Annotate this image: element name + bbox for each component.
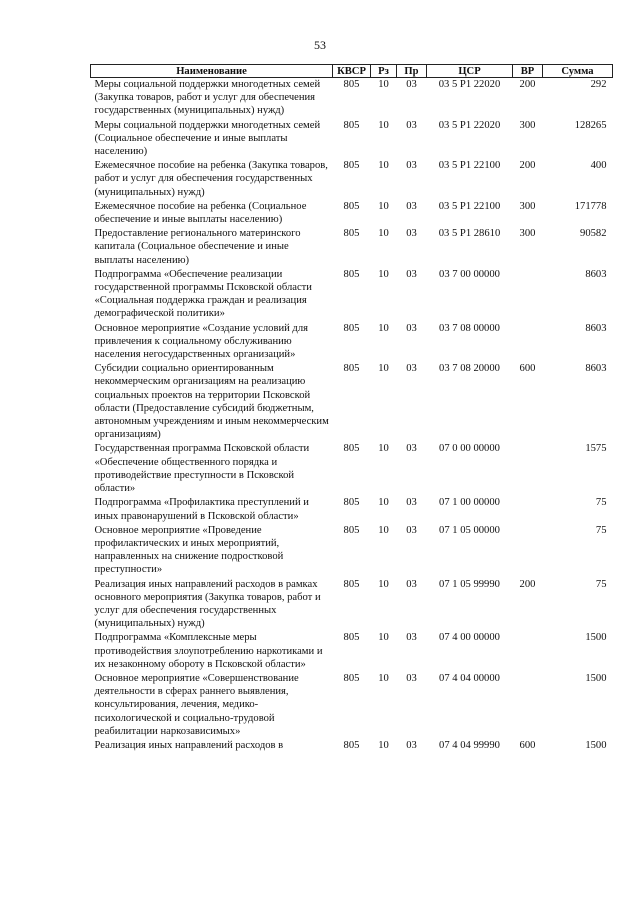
header-pr: Пр (397, 65, 427, 78)
cell-vr: 300 (519, 200, 536, 212)
header-csr: ЦСР (427, 65, 513, 78)
cell-vr: 200 (519, 160, 536, 172)
cell-vr (513, 442, 543, 496)
cell-rz: 10 (378, 268, 389, 280)
table-body (91, 78, 613, 754)
cell-vr (513, 524, 543, 578)
cell-csr: 03 5 P1 28610 (438, 228, 501, 240)
cell-vr (513, 268, 543, 322)
cell-csr: 03 7 08 00000 (439, 322, 500, 334)
cell-csr: 03 7 08 20000 (439, 363, 500, 375)
cell-kvsr: 805 (343, 363, 360, 375)
cell-sum: 90582 (580, 228, 607, 240)
cell-vr: 300 (519, 228, 536, 240)
table-row (91, 227, 613, 268)
cell-rz: 10 (378, 578, 389, 590)
cell-rz: 10 (378, 632, 389, 644)
cell-kvsr: 805 (343, 443, 360, 455)
cell-sum: 1500 (585, 739, 607, 751)
cell-kvsr: 805 (343, 200, 360, 212)
cell-vr (513, 672, 543, 739)
cell-pr: 03 (406, 443, 417, 455)
cell-csr: 07 0 00 00000 (439, 443, 500, 455)
header-name: Наименование (91, 65, 333, 78)
cell-pr: 03 (406, 739, 417, 751)
cell-pr: 03 (406, 79, 417, 90)
cell-pr: 03 (406, 200, 417, 212)
cell-kvsr: 805 (343, 79, 360, 90)
cell-rz: 10 (378, 443, 389, 455)
cell-sum: 292 (590, 79, 607, 90)
cell-name: Меры социальной поддержки многодетных семей (Социальное обеспечение и иные выплаты населению) (94, 119, 321, 158)
cell-csr: 07 1 05 99990 (439, 578, 500, 590)
cell-name: Субсидии социально ориентированным некоммерческим организациям на реализацию социальных проектов на территории Псковской области (Предоставление субсидий бюджетным, автономным учреждениям и иным некоммерческим организациям) (94, 363, 329, 441)
table-row (91, 739, 613, 753)
table-row (91, 362, 613, 442)
cell-pr: 03 (406, 497, 417, 509)
cell-pr: 03 (406, 160, 417, 172)
cell-name: Основное мероприятие «Создание условий для привлечения к социальному обслуживанию населения негосударственных организаций» (94, 322, 308, 361)
cell-kvsr: 805 (343, 672, 360, 684)
cell-csr: 07 4 04 00000 (439, 672, 500, 684)
cell-kvsr: 805 (343, 268, 360, 280)
table-row (91, 578, 613, 632)
cell-rz: 10 (378, 119, 389, 131)
cell-kvsr: 805 (343, 524, 360, 536)
cell-rz: 10 (378, 739, 389, 751)
cell-rz: 10 (378, 322, 389, 334)
cell-pr: 03 (406, 322, 417, 334)
cell-pr: 03 (406, 672, 417, 684)
cell-vr: 200 (519, 79, 536, 90)
table-row (91, 496, 613, 523)
cell-name: Подпрограмма «Комплексные меры противодействия злоупотреблению наркотиками и их незаконному обороту в Псковской области» (94, 632, 323, 670)
table-row (91, 672, 613, 739)
table-row (91, 322, 613, 363)
cell-name: Ежемесячное пособие на ребенка (Социальное обеспечение и иные выплаты населению) (94, 200, 307, 226)
cell-vr: 600 (519, 739, 536, 751)
cell-pr: 03 (406, 578, 417, 590)
cell-csr: 07 1 00 00000 (439, 497, 500, 509)
cell-csr: 03 5 P1 22020 (438, 79, 501, 90)
table-header-row (91, 65, 613, 78)
cell-kvsr: 805 (343, 497, 360, 509)
cell-pr: 03 (406, 524, 417, 536)
cell-csr: 07 1 05 00000 (439, 524, 500, 536)
cell-rz: 10 (378, 79, 389, 90)
cell-kvsr: 805 (343, 578, 360, 590)
cell-csr: 07 4 04 99990 (439, 739, 500, 751)
cell-csr: 03 7 00 00000 (439, 268, 500, 280)
cell-name: Реализация иных направлений расходов в рамках основного мероприятия (Закупка товаров, работ и услуг для обеспечения государственных (муниципальных) нужд) (94, 578, 321, 630)
cell-pr: 03 (406, 632, 417, 644)
cell-kvsr: 805 (343, 632, 360, 644)
table-row (91, 78, 613, 119)
table-row (91, 442, 613, 496)
table-row (91, 524, 613, 578)
cell-name: Подпрограмма «Обеспечение реализации государственной программы Псковской области «Социальная поддержка граждан и реализация демографической политики» (94, 268, 312, 320)
cell-pr: 03 (406, 363, 417, 375)
cell-name: Основное мероприятие «Совершенствование деятельности в сферах раннего выявления, консультирования, лечения, медико-психологической и социально-трудовой реабилитации наркозависимых» (94, 672, 299, 737)
table-row (91, 119, 613, 160)
cell-sum: 1500 (585, 632, 607, 644)
cell-name: Подпрограмма «Профилактика преступлений и иных правонарушений в Псковской области» (94, 497, 309, 522)
cell-rz: 10 (378, 524, 389, 536)
cell-rz: 10 (378, 363, 389, 375)
cell-name: Меры социальной поддержки многодетных семей (Закупка товаров, работ и услуг для обеспечения государственных (муниципальных) нужд) (94, 79, 321, 117)
cell-kvsr: 805 (343, 322, 360, 334)
cell-sum: 1575 (585, 443, 607, 455)
cell-sum: 128265 (574, 119, 607, 131)
cell-name: Предоставление регионального материнского капитала (Социальное обеспечение и иные выплаты населению) (94, 228, 301, 266)
cell-sum: 171778 (574, 200, 607, 212)
header-kvsr: КВСР (333, 65, 371, 78)
table-row (91, 631, 613, 672)
cell-kvsr: 805 (343, 119, 360, 131)
page-number: 53 (314, 38, 326, 52)
cell-sum: 75 (595, 524, 607, 536)
cell-pr: 03 (406, 228, 417, 240)
header-rz: Рз (371, 65, 397, 78)
cell-rz: 10 (378, 497, 389, 509)
cell-csr: 03 5 P1 22100 (438, 200, 501, 212)
cell-vr: 600 (519, 363, 536, 375)
cell-vr (513, 496, 543, 523)
cell-csr: 03 5 P1 22100 (438, 160, 501, 172)
cell-sum: 75 (595, 497, 607, 509)
cell-kvsr: 805 (343, 160, 360, 172)
cell-vr: 200 (519, 578, 536, 590)
cell-name: Реализация иных направлений расходов в (94, 739, 284, 751)
header-vr: ВР (513, 65, 543, 78)
cell-name: Основное мероприятие «Проведение профилактических и иных мероприятий, направленных на снижение подростковой преступности» (94, 524, 284, 576)
cell-sum: 400 (590, 160, 607, 172)
budget-table (90, 64, 613, 753)
cell-pr: 03 (406, 268, 417, 280)
cell-name: Государственная программа Псковской области «Обеспечение общественного порядка и противодействие преступности в Псковской области» (94, 443, 310, 495)
header-sum: Сумма (543, 65, 613, 78)
table-row (91, 200, 613, 227)
cell-csr: 03 5 P1 22020 (438, 119, 501, 131)
cell-sum: 75 (595, 578, 607, 590)
cell-rz: 10 (378, 228, 389, 240)
cell-kvsr: 805 (343, 228, 360, 240)
cell-csr: 07 4 00 00000 (439, 632, 500, 644)
cell-vr: 300 (519, 119, 536, 131)
cell-kvsr: 805 (343, 739, 360, 751)
cell-pr: 03 (406, 119, 417, 131)
cell-sum: 8603 (585, 268, 607, 280)
table-row (91, 159, 613, 200)
cell-rz: 10 (378, 200, 389, 212)
cell-sum: 8603 (585, 363, 607, 375)
cell-rz: 10 (378, 160, 389, 172)
cell-vr (513, 631, 543, 672)
cell-sum: 1500 (585, 672, 607, 684)
cell-sum: 8603 (585, 322, 607, 334)
table-row (91, 268, 613, 322)
cell-vr (513, 322, 543, 363)
cell-rz: 10 (378, 672, 389, 684)
cell-name: Ежемесячное пособие на ребенка (Закупка товаров, работ и услуг для обеспечения государственных (муниципальных) нужд) (94, 160, 328, 198)
